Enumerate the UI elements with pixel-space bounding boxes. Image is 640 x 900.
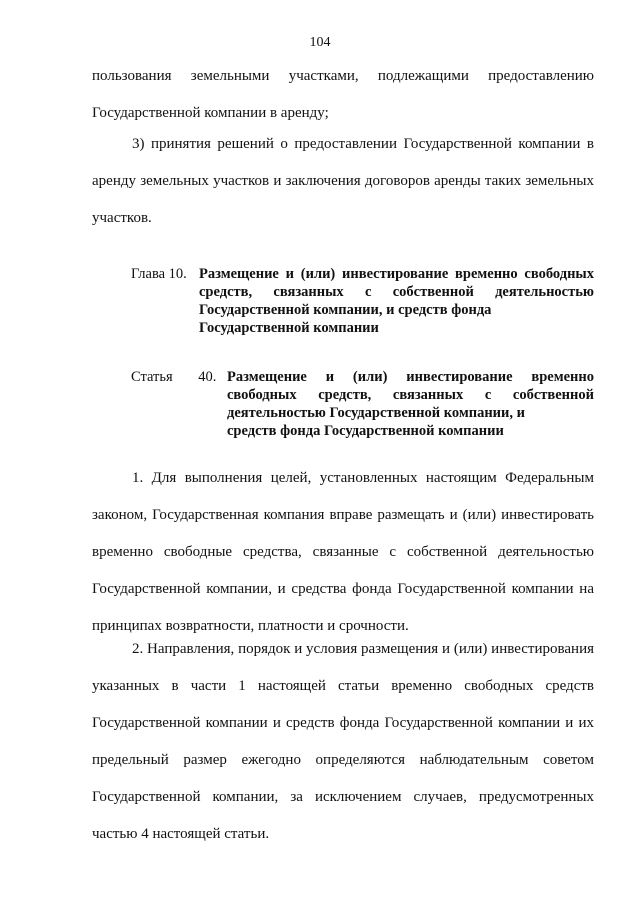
article-title-last: средств фонда Государственной компании [227, 423, 504, 439]
article-label: Статья 40. [131, 369, 217, 385]
chapter-label: Глава 10. [131, 266, 187, 282]
page-number: 104 [309, 35, 331, 50]
chapter-title-last: Государственной компании [199, 320, 379, 336]
paragraph-item-2: 2. Направления, порядок и условия размещения и (или) инвестирования указанных в части 1 настоящей статьи временно свободных средств Государственной компании и средств фонда Государственной компании и их предельный размер ежегодно определяются наблюдательным советом Государственной компании, за исключением случаев, предусмотренных частью 4 настоящей статьи. [92, 641, 594, 842]
paragraph-continuation-line1: пользования земельными участками, подлежащими предоставлению [92, 68, 594, 84]
paragraph-continuation-line2: Государственной компании в аренду; [92, 105, 329, 121]
article-title [227, 368, 594, 440]
article-heading [131, 368, 594, 440]
paragraph-item-1: 1. Для выполнения целей, установленных настоящим Федеральным законом, Государственная компания вправе размещать и (или) инвестировать временно свободные средства, связанные с собственной деятельностью Государственной компании, и средства фонда Государственной компании на принципах возвратности, платности и срочности. [92, 470, 594, 634]
article-title-main: Размещение и (или) инвестирование временно свободных средств, связанных с собственной деятельностью Государственной компании, и [227, 369, 594, 421]
chapter-title-main: Размещение и (или) инвестирование временно свободных средств, связанных с собственной деятельностью Государственной компании, и средств фонда [199, 266, 594, 318]
paragraph-item-3: 3) принятия решений о предоставлении Государственной компании в аренду земельных участков и заключения договоров аренды таких земельных участков. [92, 136, 594, 226]
chapter-title [199, 265, 594, 337]
chapter-heading [131, 265, 594, 337]
